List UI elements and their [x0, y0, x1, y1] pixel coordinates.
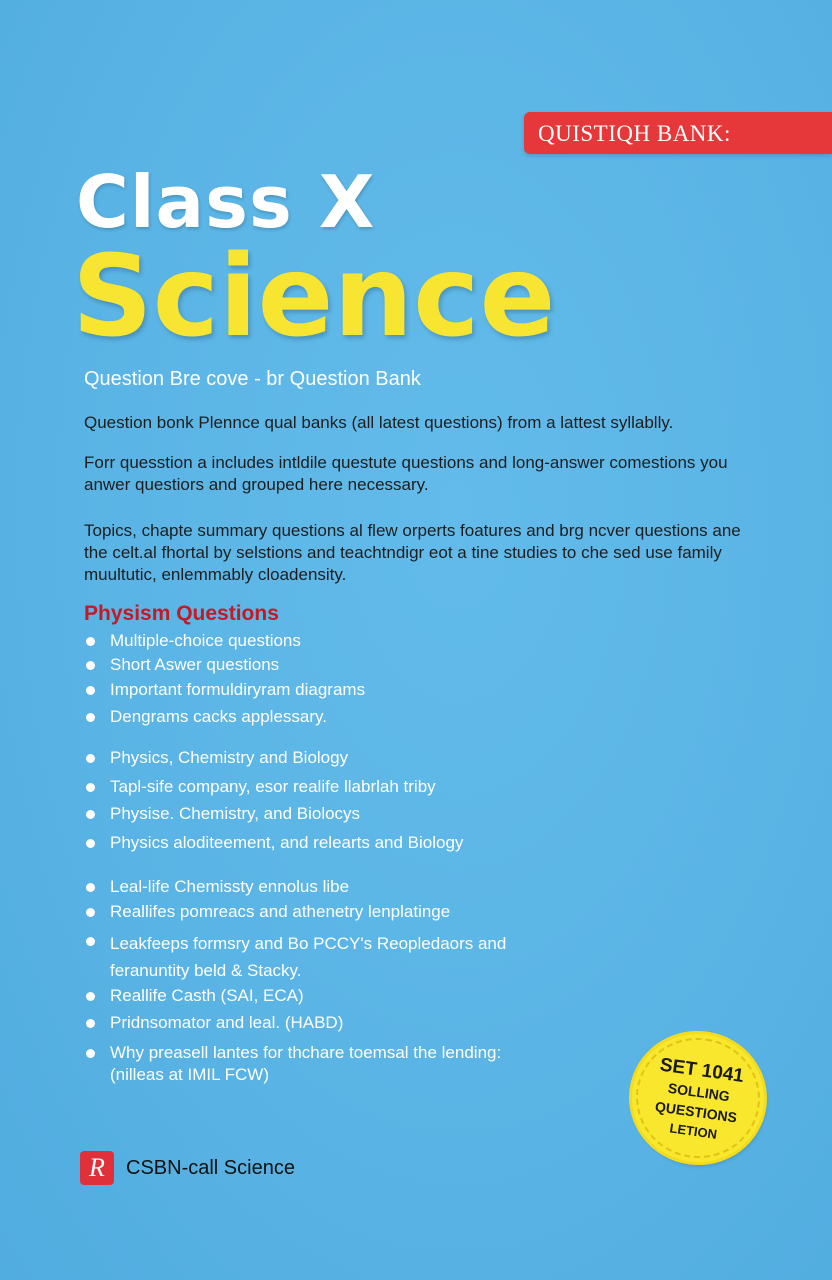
list-item-label: Leal-life Chemissty ennolus libe — [110, 877, 350, 896]
list-item-label: Reallifes pomreacs and athenetry lenplatinge — [110, 902, 451, 921]
description-paragraph-1: Question bonk Plennce qual banks (all latest questions) from a lattest syllablly. — [84, 413, 674, 432]
publisher-name: CSBN-call Science — [126, 1156, 295, 1179]
section-heading: Physism Questions — [84, 602, 279, 625]
bullet-icon — [86, 810, 95, 819]
list-item — [86, 930, 510, 984]
list-item — [86, 776, 570, 798]
bullet-icon — [86, 637, 95, 646]
list-item — [86, 706, 570, 728]
list-item — [86, 876, 570, 898]
bullet-icon — [86, 839, 95, 848]
list-item-label: Tapl-sife company, esor realife llabrlah triby — [110, 777, 436, 796]
seal-line-4: LETION — [668, 1120, 718, 1142]
list-item-label: Physics, Chemistry and Biology — [110, 748, 349, 767]
bullet-icon — [86, 754, 95, 763]
promo-seal — [624, 1025, 773, 1170]
ribbon-label: QUISTIQH BANK: — [538, 121, 731, 146]
bullet-icon — [86, 937, 95, 946]
bullet-icon — [86, 783, 95, 792]
bullet-icon — [86, 1049, 95, 1058]
list-item — [86, 747, 570, 769]
bullet-icon — [86, 992, 95, 1001]
list-item-label: Reallife Casth (SAI, ECA) — [110, 986, 304, 1005]
list-item-label: Why preasell lantes for thchare toemsal the lending: (nilleas at IMIL FCW) — [110, 1043, 502, 1084]
list-item-label: Short Aswer questions — [110, 655, 280, 674]
list-item — [86, 679, 570, 701]
bullet-icon — [86, 661, 95, 670]
bullet-icon — [86, 713, 95, 722]
bullet-icon — [86, 1019, 95, 1028]
publisher-logo-icon — [80, 1151, 114, 1185]
list-item — [86, 630, 570, 652]
seal-line-1: SET 1041 — [658, 1054, 746, 1088]
list-item-label: Physise. Chemistry, and Biolocys — [110, 804, 361, 823]
list-item — [86, 803, 570, 825]
title-class: Class X — [76, 160, 376, 244]
description-paragraph-2: Forr quesstion a includes intldile questute questions and long-answer comestions you anwer questiors and grouped here necessary. — [84, 453, 728, 494]
bullet-icon — [86, 686, 95, 695]
list-item-label: Dengrams cacks applessary. — [110, 707, 327, 726]
description-paragraph-3: Topics, chapte summary questions al flew orperts foatures and brg ncver questions ane the celt.al fhortal by selstions and teachtndigr eot a tine studies to che sed use family muultutic, enlemmably cloadensity. — [84, 521, 741, 584]
seal-line-3: QUESTIONS — [654, 1098, 738, 1126]
publisher-logo-letter: R — [89, 1153, 105, 1182]
list-item-label: Physics aloditeement, and relearts and Biology — [110, 833, 464, 852]
bullet-icon — [86, 883, 95, 892]
list-item-label: Leakfeeps formsry and Bo PCCY's Reopledaors and feranuntity beld & Stacky. — [110, 934, 507, 980]
list-item — [86, 985, 570, 1007]
list-item — [86, 832, 470, 854]
list-item-label: Pridnsomator and leal. (HABD) — [110, 1013, 344, 1032]
bullet-icon — [86, 908, 95, 917]
title-science: Science — [72, 232, 556, 362]
seal-line-2: SOLLING — [666, 1079, 731, 1105]
publisher-block — [80, 1150, 295, 1186]
question-bank-ribbon — [524, 112, 832, 154]
list-item — [86, 1012, 570, 1034]
list-item — [86, 901, 570, 923]
list-item-label: Important formuldiryram diagrams — [110, 680, 366, 699]
list-item — [86, 1042, 530, 1086]
list-item-label: Multiple-choice questions — [110, 631, 301, 650]
subtitle: Question Bre cove - br Question Bank — [84, 368, 421, 390]
list-item — [86, 654, 570, 676]
